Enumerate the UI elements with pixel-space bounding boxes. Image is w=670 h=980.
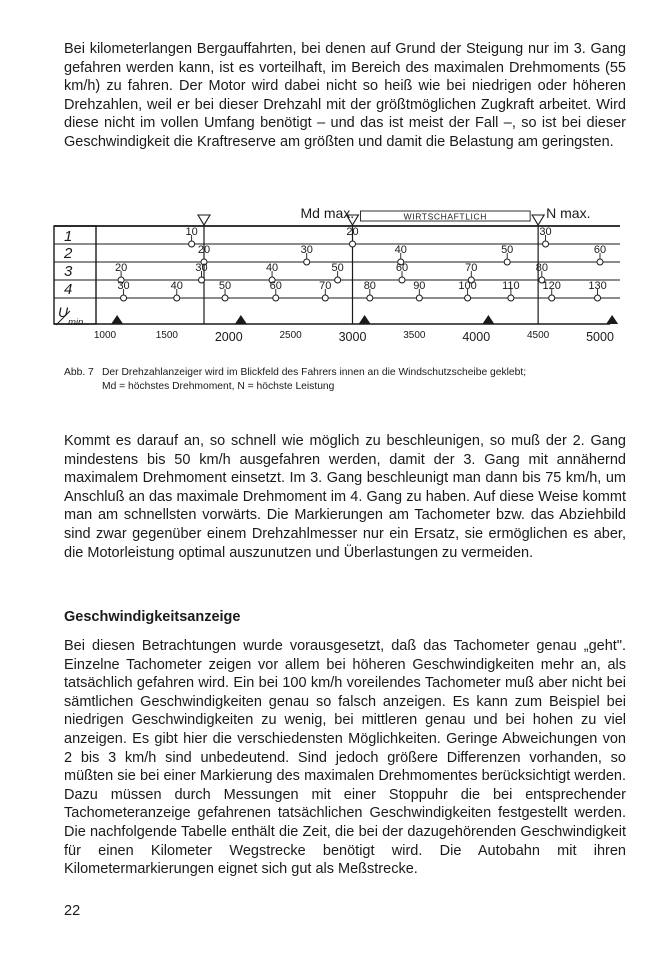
speed-label: 40 [265,262,279,274]
speed-label: 70 [319,280,332,292]
speed-point [543,241,549,247]
speed-label: 40 [394,244,407,256]
rpm-triangle [359,315,371,324]
n-marker [532,215,544,225]
intro-paragraph: Bei kilometerlangen Bergauffahrten, bei denen auf Grund der Steigung nur im 3. Gang gefahren werden kann, ist es vorteilhaft, im Bereich des maximalen Drehmoments (55 km/h) zu fahren. Der Motor wird dabei nicht so heiß wie bei niedrigen oder höheren Drehzahlen, weil er bei dieser Drehzahl mit der größtmöglichen Zugkraft arbeitet. Wird diese nicht im vollen Umfang benötigt – und das ist meist der Fall –, so ist bei dieser Geschwindigkeit die Kraftreserve am größten und damit die Belastung am geringsten. [64,41,626,150]
speed-label: 80 [363,280,376,292]
speed-point [222,295,228,301]
caption-line-1: Der Drehzahlanzeiger wird im Blickfeld des Fahrers innen an die Windschutzscheibe geklebt; [102,367,527,378]
speed-point [416,295,422,301]
gear-label: 2 [64,245,73,262]
rpm-tick-label: 4500 [527,330,550,341]
speed-label: 60 [395,262,409,274]
speed-label: 100 [458,280,477,292]
speed-label: 120 [542,280,561,292]
speed-point [465,295,471,301]
speed-label: 90 [413,280,426,292]
rpm-tick-label: 3500 [403,330,426,341]
speed-point [597,259,603,265]
speed-label: 130 [588,280,607,292]
speed-label: 40 [170,280,183,292]
speed-label: 30 [300,244,313,256]
page-number: 22 [64,903,81,919]
speed-point [549,295,555,301]
speed-point [121,295,127,301]
rpm-unit-bottom: min [68,317,84,328]
rpm-triangle [111,315,123,324]
gear-label: 1 [64,228,73,245]
rpm-tick-label: 3000 [338,330,367,344]
speed-point [304,259,310,265]
speed-label: 10 [185,226,198,238]
speed-point [199,277,205,283]
figure-caption [64,366,626,393]
speed-point [504,259,510,265]
rpm-speed-chart [50,197,630,357]
rpm-tick-label: 1000 [93,330,117,341]
speed-label: 60 [593,244,607,256]
speed-point [508,295,514,301]
section-heading: Geschwindigkeitsanzeige [64,609,241,625]
speed-label: 50 [331,262,344,274]
speed-label: 50 [501,244,514,256]
rpm-tick-label: 4000 [462,330,491,344]
start-marker [198,215,210,225]
speed-point [335,277,341,283]
speed-label: 20 [346,226,359,238]
speed-label: 80 [535,262,548,274]
speed-point [189,241,195,247]
n-max-label: N max. [546,205,591,221]
rpm-triangle [606,315,618,324]
speed-point [322,295,328,301]
speedometer-paragraph: Bei diesen Betrachtungen wurde vorausgesetzt, daß das Tachometer genau „geht". Einzelne Tachometer zeigen vor allem bei höheren Geschwindigkeiten mehr an, als tatsächlich gefahren wird. Ein bei 100 km/h voreilendes Tachometer muß aber nicht bei sämtlichen Geschwindigkeiten genau so falsch anzeigen. Es kann zum Beispiel bei niedrigen Geschwindigkeiten zu wenig, bei mittleren genau und bei hohen zu viel anzeigen. Es gibt hier die verschiedensten Möglichkeiten. Geringe Abweichungen von 2 bis 3 km/h sind unbedeutend. Sind jedoch größere Differenzen vorhanden, so müßten sie bei einer Markierung des maximalen Drehmomentes berücksichtigt werden. Dazu müssen durch Messungen mit einer Stoppuhr die bei entsprechender Tachometeranzeige gefahrenen tatsächlichen Geschwindigkeiten festgestellt werden. Die nachfolgende Tabelle enthält die Zeit, die bei der dazugehörenden Geschwindigkeit für einen Kilometer Wegstrecke benötigt wird. Die Autobahn mit ihren Kilometermarkierungen eignet sich gut als Meßstrecke. [64,638,626,878]
rpm-tick-label: 5000 [586,330,614,344]
speed-label: 70 [465,262,478,274]
speed-point [174,295,180,301]
rpm-unit-top: U [58,304,69,320]
speed-label: 50 [218,280,232,292]
rpm-tick-label: 2000 [214,330,243,344]
caption-line-2: Md = höchstes Drehmoment, N = höchste Leistung [102,380,335,392]
speed-point [367,295,373,301]
speed-label: 20 [197,244,211,256]
rpm-tick-label: 1500 [155,330,178,341]
caption-label: Abb. 7 [64,367,94,378]
rpm-triangle [482,315,494,324]
md-max-label: Md max. [300,205,355,221]
speed-label: 110 [502,280,520,292]
speed-point [595,295,601,301]
speed-label: 20 [114,262,128,274]
acceleration-paragraph: Kommt es darauf an, so schnell wie möglich zu beschleunigen, so muß der 2. Gang mindestens bis 50 km/h ausgefahren werden, damit der 3. Gang mit annähernd maximalem Drehmoment einsetzt. Im 3. Gang beschleunigt man dann bis 75 km/h, um Anschluß an das maximale Drehmoment im 4. Gang zu haben. Auf diese Weise kommt man am schnellsten vorwärts. Die Markierungen am Tachometer bzw. das Abziehbild sind zwar gegenüber einem Drehzahlmesser nur ein Ersatz, sie ermöglichen es aber, die Motorleistung optimal auszunutzen und Überlastungen zu vermeiden. [64,433,626,561]
economic-band-label: WIRTSCHAFTLICH [403,211,487,222]
speed-point [350,241,356,247]
gear-label: 4 [64,281,73,298]
rpm-triangle [235,315,247,324]
speed-point [399,277,405,283]
gear-label: 3 [64,263,73,280]
speed-label: 30 [195,262,208,274]
rpm-tick-label: 2500 [279,330,302,341]
speed-label: 60 [269,280,282,292]
speed-point [273,295,279,301]
speed-label: 30 [539,226,552,238]
speed-label: 30 [117,280,130,292]
